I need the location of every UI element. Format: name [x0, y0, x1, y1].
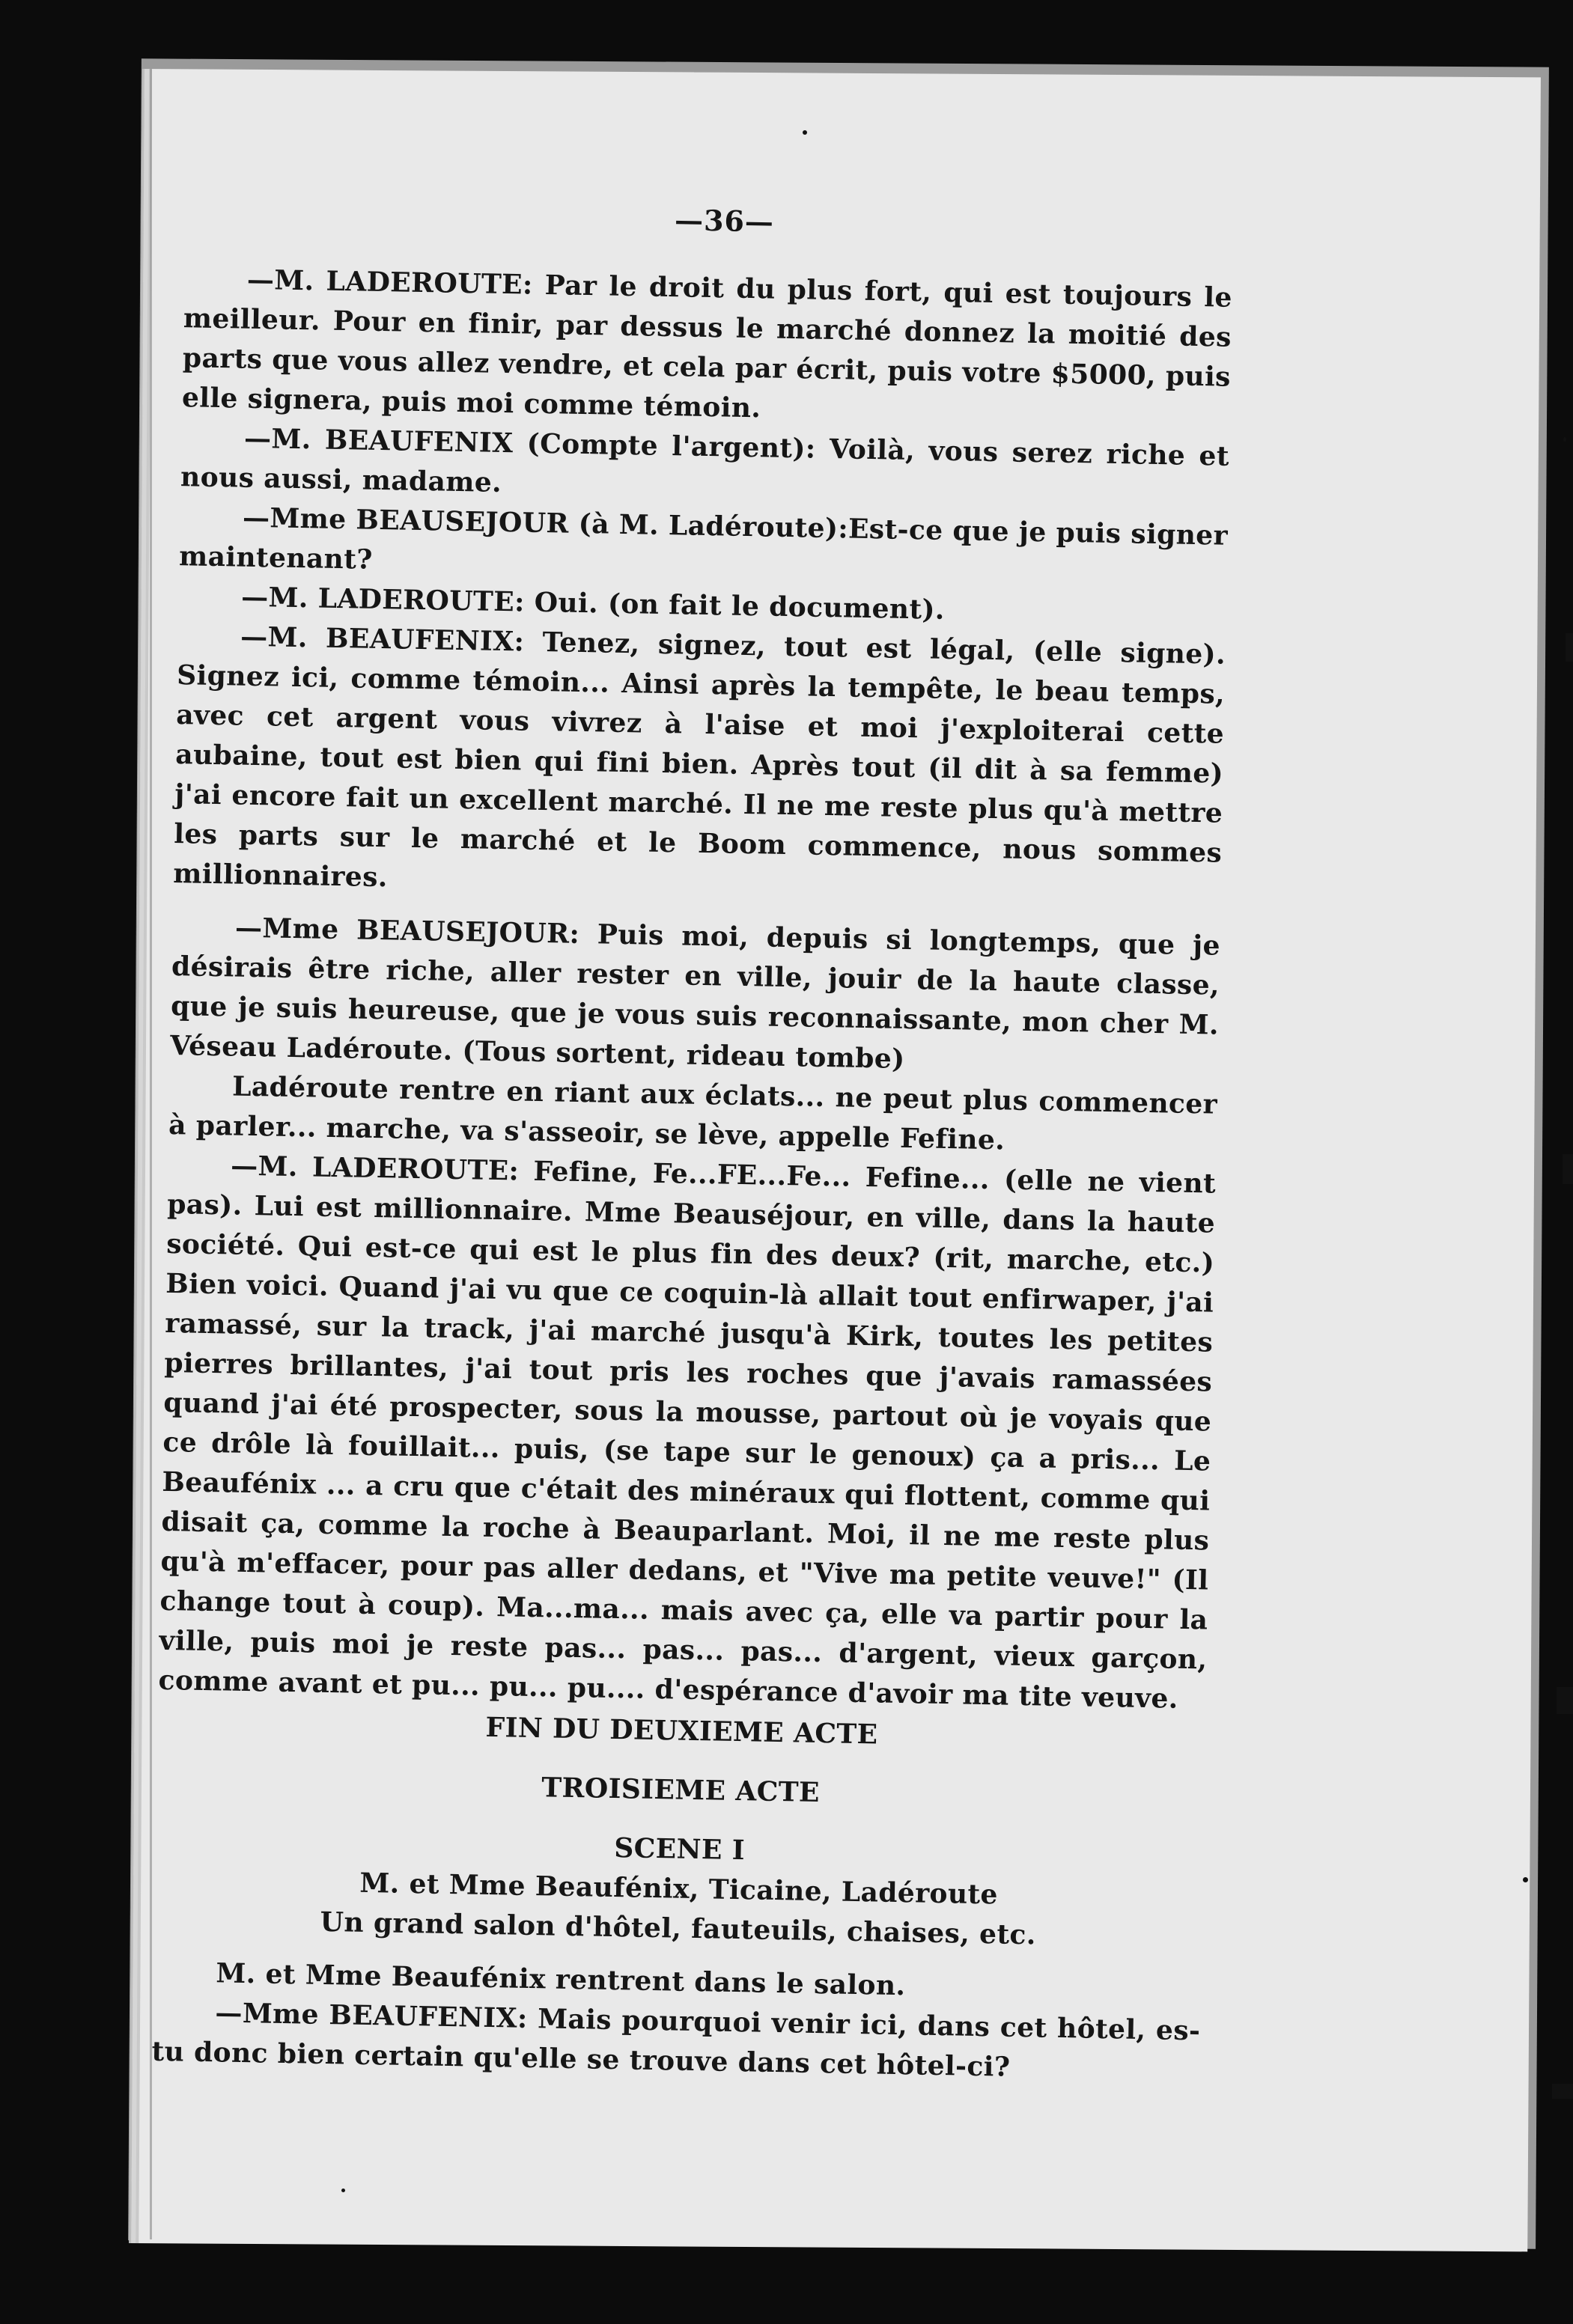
scan-speck — [803, 130, 807, 135]
stage-direction-paragraph: Ladéroute rentre en riant aux éclats... ne peut plus commencer à parler... marche, va s'asseoir, se lève, appelle Fefine. — [168, 1070, 1218, 1156]
dialogue-paragraph: —M. LADEROUTE: Fefine, Fe...FE...Fe... Fefine... (elle ne vient pas). Lui est millionnaire. Mme Beauséjour, en ville, dans la haute société. Qui est-ce qui est le plus fin des deux? (rit, marche, etc.) Bien voici. Quand j'ai vu que ce coquin-là allait tout enfirwaper, j'ai ramassé, sur la track, j'ai marché jusqu'à Kirk, toutes les petites pierres brillantes, j'ai tout pris les roches que j'avais ramassées quand j'ai été prospecter, sous la mousse, partout où je voyais que ce drôle là fouillait... puis, (se tape sur le genoux) ça a pris... Le Beaufénix ... a cru que c'était des minéraux qui flottent, comme qui disait ça, comme la roche à Beauparlant. Moi, il ne me reste plus qu'à m'effacer, pour pas aller dedans, et "Vive ma petite veuve!" (Il change tout à coup). Ma...ma... mais avec ça, elle va partir pour la ville, puis moi je reste pas... pas... pas... d'argent, vieux garçon, comme avant et pu... pu... pu.... d'espérance d'avoir ma tite veuve. — [158, 1150, 1217, 1715]
scene-characters: M. et Mme Beaufénix, Ticaine, Ladéroute — [359, 1867, 999, 1911]
dialogue-paragraph: —M. BEAUFENIX: Tenez, signez, tout est légal, (elle signe). Signez ici, comme témoin... Ainsi après la tempête, le beau temps, avec cet argent vous vivrez à l'aise et moi j'exploiterai cette aubaine, tout est bien qui fini bien. Après tout (il dit à sa femme) j'ai encore fait un excellent marché. Il ne me reste plus qu'à mettre les parts sur le marché et le Boom commence, nous sommes millionnaires. — [173, 620, 1226, 894]
page-edge-mark — [1557, 1687, 1573, 1714]
stage-direction: M. et Mme Beaufénix rentrent dans le salon. — [216, 1957, 906, 2002]
page-edge-mark — [1563, 1154, 1573, 1184]
dialogue-paragraph: —Mme BEAUSEJOUR: Puis moi, depuis si longtemps, que je désirais être riche, aller rester en ville, jouir de la haute classe, que je suis heureuse, que je vous suis reconnaissante, mon cher M. Véseau Ladéroute. (Tous sortent, rideau tombe) — [169, 912, 1221, 1075]
dialogue-paragraph: —M. LADEROUTE: Oui. (on fait le document). — [240, 581, 946, 626]
act-title: TROISIEME ACTE — [541, 1772, 821, 1809]
scan-speck — [1563, 437, 1566, 442]
dialogue-paragraph: —M. LADEROUTE: Par le droit du plus fort, qui est toujours le meilleur. Pour en finir, par dessus le marché donnez la moitié des parts que vous allez vendre, et cela par écrit, puis votre $5000, puis elle signera, puis moi comme témoin. — [181, 263, 1233, 424]
page-edge-mark — [1552, 2084, 1573, 2099]
page-edge-mark — [1566, 633, 1573, 662]
dialogue-paragraph: —Mme BEAUSEJOUR (à M. Ladéroute):Est-ce que je puis signer maintenant? — [178, 501, 1229, 576]
page-text — [151, 191, 1234, 2090]
scan-speck — [341, 2189, 345, 2192]
scan-speck — [1523, 1877, 1528, 1882]
end-of-act-heading: FIN DU DEUXIEME ACTE — [485, 1711, 878, 1751]
page-number: —36— — [674, 203, 775, 239]
scene-setting: Un grand salon d'hôtel, fauteuils, chaises, etc. — [320, 1906, 1037, 1951]
scene-title: SCENE I — [613, 1832, 746, 1867]
page-binding-edge — [150, 69, 152, 2239]
dialogue-paragraph: —M. BEAUFENIX (Compte l'argent): Voilà, vous serez riche et nous aussi, madame. — [180, 422, 1230, 498]
dialogue-paragraph: —Mme BEAUFENIX: Mais pourquoi venir ici, dans cet hôtel, es-tu donc bien certain qu'elle se trouve dans cet hôtel-ci? — [151, 1997, 1201, 2083]
